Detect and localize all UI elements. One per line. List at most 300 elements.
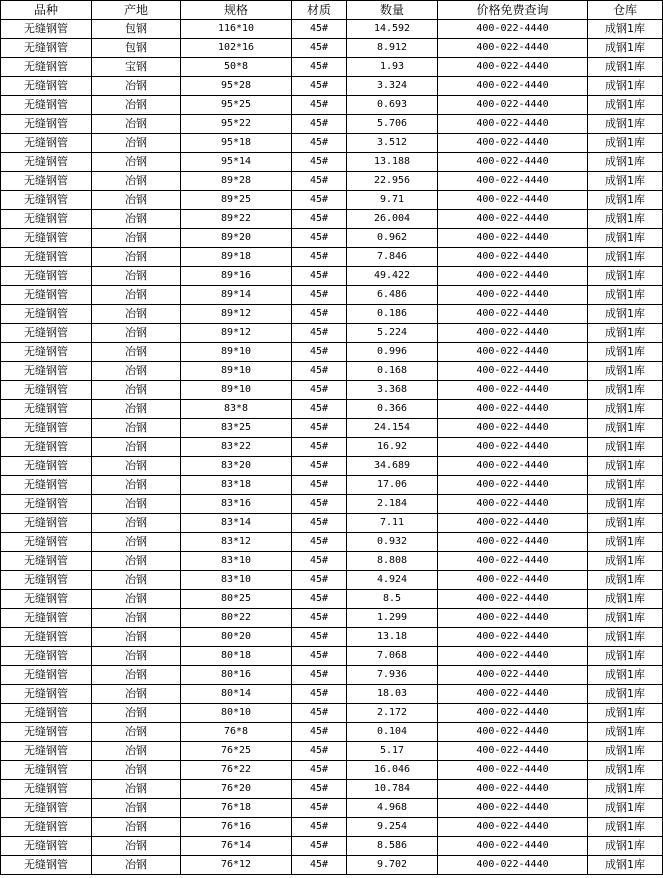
cell-origin: 冶钢 bbox=[92, 400, 181, 419]
cell-origin: 冶钢 bbox=[92, 780, 181, 799]
cell-quantity: 2.184 bbox=[347, 495, 438, 514]
cell-quantity: 5.17 bbox=[347, 742, 438, 761]
cell-origin: 冶钢 bbox=[92, 343, 181, 362]
table-row bbox=[1, 856, 663, 875]
cell-spec: 89*14 bbox=[181, 286, 292, 305]
cell-material: 45# bbox=[292, 799, 347, 818]
cell-spec: 89*16 bbox=[181, 267, 292, 286]
table-row bbox=[1, 742, 663, 761]
table-row bbox=[1, 286, 663, 305]
cell-warehouse: 成钢1库 bbox=[588, 457, 663, 476]
cell-material: 45# bbox=[292, 229, 347, 248]
cell-product: 无缝钢管 bbox=[1, 286, 92, 305]
cell-product: 无缝钢管 bbox=[1, 172, 92, 191]
table-row bbox=[1, 172, 663, 191]
cell-product: 无缝钢管 bbox=[1, 248, 92, 267]
cell-warehouse: 成钢1库 bbox=[588, 666, 663, 685]
table-row bbox=[1, 20, 663, 39]
cell-material: 45# bbox=[292, 58, 347, 77]
table-row bbox=[1, 533, 663, 552]
cell-price-phone: 400-022-4440 bbox=[438, 77, 588, 96]
cell-material: 45# bbox=[292, 647, 347, 666]
cell-product: 无缝钢管 bbox=[1, 723, 92, 742]
cell-price-phone: 400-022-4440 bbox=[438, 153, 588, 172]
table-row bbox=[1, 818, 663, 837]
table-row bbox=[1, 58, 663, 77]
cell-warehouse: 成钢1库 bbox=[588, 628, 663, 647]
cell-warehouse: 成钢1库 bbox=[588, 305, 663, 324]
table-row bbox=[1, 685, 663, 704]
cell-price-phone: 400-022-4440 bbox=[438, 343, 588, 362]
cell-product: 无缝钢管 bbox=[1, 362, 92, 381]
cell-material: 45# bbox=[292, 552, 347, 571]
cell-price-phone: 400-022-4440 bbox=[438, 96, 588, 115]
cell-product: 无缝钢管 bbox=[1, 419, 92, 438]
table-body bbox=[1, 20, 663, 875]
cell-product: 无缝钢管 bbox=[1, 400, 92, 419]
cell-origin: 冶钢 bbox=[92, 362, 181, 381]
cell-warehouse: 成钢1库 bbox=[588, 362, 663, 381]
cell-product: 无缝钢管 bbox=[1, 457, 92, 476]
cell-warehouse: 成钢1库 bbox=[588, 343, 663, 362]
cell-quantity: 7.11 bbox=[347, 514, 438, 533]
table-row bbox=[1, 419, 663, 438]
cell-warehouse: 成钢1库 bbox=[588, 552, 663, 571]
cell-spec: 80*16 bbox=[181, 666, 292, 685]
cell-quantity: 1.299 bbox=[347, 609, 438, 628]
cell-warehouse: 成钢1库 bbox=[588, 96, 663, 115]
cell-quantity: 4.924 bbox=[347, 571, 438, 590]
cell-spec: 76*12 bbox=[181, 856, 292, 875]
cell-spec: 80*10 bbox=[181, 704, 292, 723]
cell-quantity: 26.004 bbox=[347, 210, 438, 229]
cell-spec: 80*25 bbox=[181, 590, 292, 609]
cell-price-phone: 400-022-4440 bbox=[438, 514, 588, 533]
cell-spec: 76*18 bbox=[181, 799, 292, 818]
cell-warehouse: 成钢1库 bbox=[588, 609, 663, 628]
cell-spec: 80*18 bbox=[181, 647, 292, 666]
cell-quantity: 8.808 bbox=[347, 552, 438, 571]
cell-origin: 冶钢 bbox=[92, 571, 181, 590]
cell-spec: 89*28 bbox=[181, 172, 292, 191]
cell-price-phone: 400-022-4440 bbox=[438, 400, 588, 419]
cell-material: 45# bbox=[292, 742, 347, 761]
cell-origin: 冶钢 bbox=[92, 818, 181, 837]
table-row bbox=[1, 609, 663, 628]
cell-price-phone: 400-022-4440 bbox=[438, 609, 588, 628]
cell-price-phone: 400-022-4440 bbox=[438, 286, 588, 305]
cell-product: 无缝钢管 bbox=[1, 305, 92, 324]
cell-material: 45# bbox=[292, 305, 347, 324]
cell-warehouse: 成钢1库 bbox=[588, 742, 663, 761]
cell-spec: 80*14 bbox=[181, 685, 292, 704]
cell-origin: 冶钢 bbox=[92, 647, 181, 666]
cell-origin: 冶钢 bbox=[92, 704, 181, 723]
cell-price-phone: 400-022-4440 bbox=[438, 780, 588, 799]
cell-spec: 89*10 bbox=[181, 362, 292, 381]
cell-product: 无缝钢管 bbox=[1, 20, 92, 39]
cell-product: 无缝钢管 bbox=[1, 115, 92, 134]
cell-warehouse: 成钢1库 bbox=[588, 381, 663, 400]
cell-product: 无缝钢管 bbox=[1, 704, 92, 723]
cell-material: 45# bbox=[292, 818, 347, 837]
cell-product: 无缝钢管 bbox=[1, 685, 92, 704]
cell-price-phone: 400-022-4440 bbox=[438, 58, 588, 77]
cell-spec: 89*18 bbox=[181, 248, 292, 267]
cell-origin: 冶钢 bbox=[92, 210, 181, 229]
cell-warehouse: 成钢1库 bbox=[588, 685, 663, 704]
cell-product: 无缝钢管 bbox=[1, 628, 92, 647]
cell-origin: 冶钢 bbox=[92, 96, 181, 115]
table-row bbox=[1, 799, 663, 818]
cell-spec: 83*18 bbox=[181, 476, 292, 495]
header-material: 材质 bbox=[292, 1, 347, 20]
cell-warehouse: 成钢1库 bbox=[588, 267, 663, 286]
cell-warehouse: 成钢1库 bbox=[588, 191, 663, 210]
table-row bbox=[1, 476, 663, 495]
cell-spec: 76*20 bbox=[181, 780, 292, 799]
cell-warehouse: 成钢1库 bbox=[588, 590, 663, 609]
cell-origin: 冶钢 bbox=[92, 533, 181, 552]
cell-price-phone: 400-022-4440 bbox=[438, 248, 588, 267]
cell-spec: 89*20 bbox=[181, 229, 292, 248]
cell-product: 无缝钢管 bbox=[1, 381, 92, 400]
table-row bbox=[1, 495, 663, 514]
table-row bbox=[1, 514, 663, 533]
cell-warehouse: 成钢1库 bbox=[588, 115, 663, 134]
cell-warehouse: 成钢1库 bbox=[588, 58, 663, 77]
table-header-row bbox=[1, 1, 663, 20]
header-warehouse: 仓库 bbox=[588, 1, 663, 20]
cell-warehouse: 成钢1库 bbox=[588, 647, 663, 666]
cell-price-phone: 400-022-4440 bbox=[438, 267, 588, 286]
cell-warehouse: 成钢1库 bbox=[588, 761, 663, 780]
cell-spec: 95*28 bbox=[181, 77, 292, 96]
cell-spec: 83*22 bbox=[181, 438, 292, 457]
cell-origin: 冶钢 bbox=[92, 115, 181, 134]
cell-product: 无缝钢管 bbox=[1, 343, 92, 362]
cell-product: 无缝钢管 bbox=[1, 514, 92, 533]
cell-quantity: 0.962 bbox=[347, 229, 438, 248]
cell-material: 45# bbox=[292, 609, 347, 628]
table-row bbox=[1, 647, 663, 666]
cell-material: 45# bbox=[292, 96, 347, 115]
cell-material: 45# bbox=[292, 419, 347, 438]
cell-spec: 83*10 bbox=[181, 552, 292, 571]
cell-product: 无缝钢管 bbox=[1, 324, 92, 343]
cell-quantity: 8.586 bbox=[347, 837, 438, 856]
cell-quantity: 0.186 bbox=[347, 305, 438, 324]
table-row bbox=[1, 77, 663, 96]
cell-quantity: 2.172 bbox=[347, 704, 438, 723]
table-row bbox=[1, 343, 663, 362]
cell-origin: 冶钢 bbox=[92, 457, 181, 476]
cell-product: 无缝钢管 bbox=[1, 39, 92, 58]
table-row bbox=[1, 400, 663, 419]
cell-product: 无缝钢管 bbox=[1, 476, 92, 495]
cell-spec: 89*12 bbox=[181, 305, 292, 324]
table-row bbox=[1, 837, 663, 856]
cell-material: 45# bbox=[292, 685, 347, 704]
cell-product: 无缝钢管 bbox=[1, 799, 92, 818]
cell-quantity: 7.846 bbox=[347, 248, 438, 267]
cell-quantity: 9.702 bbox=[347, 856, 438, 875]
cell-quantity: 9.254 bbox=[347, 818, 438, 837]
cell-warehouse: 成钢1库 bbox=[588, 818, 663, 837]
cell-product: 无缝钢管 bbox=[1, 153, 92, 172]
cell-origin: 冶钢 bbox=[92, 286, 181, 305]
table-row bbox=[1, 571, 663, 590]
cell-spec: 83*8 bbox=[181, 400, 292, 419]
cell-product: 无缝钢管 bbox=[1, 742, 92, 761]
cell-price-phone: 400-022-4440 bbox=[438, 115, 588, 134]
cell-origin: 包钢 bbox=[92, 39, 181, 58]
cell-product: 无缝钢管 bbox=[1, 229, 92, 248]
cell-origin: 冶钢 bbox=[92, 248, 181, 267]
cell-spec: 89*22 bbox=[181, 210, 292, 229]
cell-origin: 冶钢 bbox=[92, 419, 181, 438]
cell-warehouse: 成钢1库 bbox=[588, 780, 663, 799]
cell-origin: 宝钢 bbox=[92, 58, 181, 77]
cell-material: 45# bbox=[292, 571, 347, 590]
cell-quantity: 6.486 bbox=[347, 286, 438, 305]
cell-origin: 冶钢 bbox=[92, 761, 181, 780]
cell-origin: 冶钢 bbox=[92, 134, 181, 153]
cell-origin: 冶钢 bbox=[92, 552, 181, 571]
cell-spec: 102*16 bbox=[181, 39, 292, 58]
table-row bbox=[1, 115, 663, 134]
cell-warehouse: 成钢1库 bbox=[588, 286, 663, 305]
cell-material: 45# bbox=[292, 39, 347, 58]
cell-spec: 89*10 bbox=[181, 343, 292, 362]
cell-warehouse: 成钢1库 bbox=[588, 210, 663, 229]
cell-quantity: 0.366 bbox=[347, 400, 438, 419]
cell-product: 无缝钢管 bbox=[1, 609, 92, 628]
cell-warehouse: 成钢1库 bbox=[588, 856, 663, 875]
cell-price-phone: 400-022-4440 bbox=[438, 305, 588, 324]
cell-origin: 冶钢 bbox=[92, 837, 181, 856]
cell-material: 45# bbox=[292, 172, 347, 191]
cell-warehouse: 成钢1库 bbox=[588, 533, 663, 552]
table-row bbox=[1, 229, 663, 248]
cell-material: 45# bbox=[292, 77, 347, 96]
cell-origin: 冶钢 bbox=[92, 381, 181, 400]
cell-spec: 50*8 bbox=[181, 58, 292, 77]
cell-spec: 83*25 bbox=[181, 419, 292, 438]
cell-product: 无缝钢管 bbox=[1, 590, 92, 609]
cell-origin: 冶钢 bbox=[92, 609, 181, 628]
cell-spec: 89*10 bbox=[181, 381, 292, 400]
cell-quantity: 0.693 bbox=[347, 96, 438, 115]
table-row bbox=[1, 362, 663, 381]
cell-spec: 76*16 bbox=[181, 818, 292, 837]
cell-origin: 冶钢 bbox=[92, 685, 181, 704]
table-row bbox=[1, 210, 663, 229]
cell-price-phone: 400-022-4440 bbox=[438, 438, 588, 457]
cell-price-phone: 400-022-4440 bbox=[438, 419, 588, 438]
cell-product: 无缝钢管 bbox=[1, 856, 92, 875]
cell-quantity: 0.104 bbox=[347, 723, 438, 742]
cell-origin: 冶钢 bbox=[92, 267, 181, 286]
cell-quantity: 16.92 bbox=[347, 438, 438, 457]
cell-material: 45# bbox=[292, 495, 347, 514]
table-row bbox=[1, 153, 663, 172]
cell-warehouse: 成钢1库 bbox=[588, 400, 663, 419]
cell-material: 45# bbox=[292, 381, 347, 400]
cell-quantity: 8.5 bbox=[347, 590, 438, 609]
cell-material: 45# bbox=[292, 780, 347, 799]
cell-material: 45# bbox=[292, 476, 347, 495]
cell-quantity: 14.592 bbox=[347, 20, 438, 39]
cell-price-phone: 400-022-4440 bbox=[438, 628, 588, 647]
cell-warehouse: 成钢1库 bbox=[588, 20, 663, 39]
cell-product: 无缝钢管 bbox=[1, 191, 92, 210]
cell-product: 无缝钢管 bbox=[1, 267, 92, 286]
table-row bbox=[1, 191, 663, 210]
cell-price-phone: 400-022-4440 bbox=[438, 533, 588, 552]
cell-price-phone: 400-022-4440 bbox=[438, 837, 588, 856]
cell-material: 45# bbox=[292, 400, 347, 419]
cell-quantity: 8.912 bbox=[347, 39, 438, 58]
cell-spec: 76*14 bbox=[181, 837, 292, 856]
cell-material: 45# bbox=[292, 134, 347, 153]
cell-quantity: 4.968 bbox=[347, 799, 438, 818]
cell-quantity: 5.706 bbox=[347, 115, 438, 134]
table-row bbox=[1, 723, 663, 742]
header-origin: 产地 bbox=[92, 1, 181, 20]
cell-price-phone: 400-022-4440 bbox=[438, 324, 588, 343]
cell-product: 无缝钢管 bbox=[1, 780, 92, 799]
cell-warehouse: 成钢1库 bbox=[588, 248, 663, 267]
cell-price-phone: 400-022-4440 bbox=[438, 647, 588, 666]
cell-origin: 包钢 bbox=[92, 20, 181, 39]
cell-quantity: 0.168 bbox=[347, 362, 438, 381]
table-row bbox=[1, 780, 663, 799]
cell-warehouse: 成钢1库 bbox=[588, 419, 663, 438]
table-row bbox=[1, 96, 663, 115]
header-quantity: 数量 bbox=[347, 1, 438, 20]
cell-price-phone: 400-022-4440 bbox=[438, 39, 588, 58]
cell-material: 45# bbox=[292, 856, 347, 875]
cell-price-phone: 400-022-4440 bbox=[438, 191, 588, 210]
cell-material: 45# bbox=[292, 590, 347, 609]
cell-origin: 冶钢 bbox=[92, 438, 181, 457]
table-row bbox=[1, 267, 663, 286]
cell-origin: 冶钢 bbox=[92, 324, 181, 343]
cell-material: 45# bbox=[292, 723, 347, 742]
cell-quantity: 7.936 bbox=[347, 666, 438, 685]
cell-origin: 冶钢 bbox=[92, 742, 181, 761]
cell-product: 无缝钢管 bbox=[1, 77, 92, 96]
header-spec: 规格 bbox=[181, 1, 292, 20]
cell-origin: 冶钢 bbox=[92, 856, 181, 875]
cell-spec: 95*18 bbox=[181, 134, 292, 153]
table-row bbox=[1, 457, 663, 476]
cell-price-phone: 400-022-4440 bbox=[438, 210, 588, 229]
cell-spec: 83*10 bbox=[181, 571, 292, 590]
table-row bbox=[1, 590, 663, 609]
cell-material: 45# bbox=[292, 115, 347, 134]
cell-price-phone: 400-022-4440 bbox=[438, 742, 588, 761]
cell-product: 无缝钢管 bbox=[1, 818, 92, 837]
cell-product: 无缝钢管 bbox=[1, 647, 92, 666]
cell-product: 无缝钢管 bbox=[1, 210, 92, 229]
cell-spec: 95*14 bbox=[181, 153, 292, 172]
cell-product: 无缝钢管 bbox=[1, 58, 92, 77]
cell-material: 45# bbox=[292, 20, 347, 39]
cell-origin: 冶钢 bbox=[92, 628, 181, 647]
cell-quantity: 1.93 bbox=[347, 58, 438, 77]
cell-warehouse: 成钢1库 bbox=[588, 39, 663, 58]
cell-quantity: 18.03 bbox=[347, 685, 438, 704]
cell-material: 45# bbox=[292, 704, 347, 723]
cell-quantity: 34.689 bbox=[347, 457, 438, 476]
cell-warehouse: 成钢1库 bbox=[588, 837, 663, 856]
cell-quantity: 3.368 bbox=[347, 381, 438, 400]
cell-origin: 冶钢 bbox=[92, 590, 181, 609]
cell-warehouse: 成钢1库 bbox=[588, 77, 663, 96]
cell-spec: 76*25 bbox=[181, 742, 292, 761]
cell-price-phone: 400-022-4440 bbox=[438, 20, 588, 39]
cell-warehouse: 成钢1库 bbox=[588, 723, 663, 742]
cell-quantity: 9.71 bbox=[347, 191, 438, 210]
cell-quantity: 3.512 bbox=[347, 134, 438, 153]
cell-spec: 80*20 bbox=[181, 628, 292, 647]
cell-quantity: 10.784 bbox=[347, 780, 438, 799]
cell-material: 45# bbox=[292, 514, 347, 533]
cell-spec: 76*22 bbox=[181, 761, 292, 780]
table-row bbox=[1, 628, 663, 647]
cell-price-phone: 400-022-4440 bbox=[438, 571, 588, 590]
cell-product: 无缝钢管 bbox=[1, 552, 92, 571]
cell-origin: 冶钢 bbox=[92, 723, 181, 742]
cell-warehouse: 成钢1库 bbox=[588, 438, 663, 457]
cell-origin: 冶钢 bbox=[92, 153, 181, 172]
table-row bbox=[1, 666, 663, 685]
cell-price-phone: 400-022-4440 bbox=[438, 818, 588, 837]
table-row bbox=[1, 381, 663, 400]
cell-material: 45# bbox=[292, 153, 347, 172]
cell-quantity: 13.188 bbox=[347, 153, 438, 172]
cell-price-phone: 400-022-4440 bbox=[438, 457, 588, 476]
cell-price-phone: 400-022-4440 bbox=[438, 666, 588, 685]
cell-warehouse: 成钢1库 bbox=[588, 514, 663, 533]
cell-material: 45# bbox=[292, 210, 347, 229]
cell-quantity: 24.154 bbox=[347, 419, 438, 438]
cell-quantity: 17.06 bbox=[347, 476, 438, 495]
cell-material: 45# bbox=[292, 191, 347, 210]
cell-quantity: 13.18 bbox=[347, 628, 438, 647]
cell-price-phone: 400-022-4440 bbox=[438, 799, 588, 818]
cell-quantity: 7.068 bbox=[347, 647, 438, 666]
cell-product: 无缝钢管 bbox=[1, 438, 92, 457]
cell-price-phone: 400-022-4440 bbox=[438, 761, 588, 780]
cell-origin: 冶钢 bbox=[92, 476, 181, 495]
cell-material: 45# bbox=[292, 362, 347, 381]
cell-quantity: 0.932 bbox=[347, 533, 438, 552]
cell-spec: 83*14 bbox=[181, 514, 292, 533]
cell-origin: 冶钢 bbox=[92, 191, 181, 210]
cell-origin: 冶钢 bbox=[92, 495, 181, 514]
cell-price-phone: 400-022-4440 bbox=[438, 552, 588, 571]
cell-spec: 83*20 bbox=[181, 457, 292, 476]
cell-material: 45# bbox=[292, 438, 347, 457]
cell-material: 45# bbox=[292, 533, 347, 552]
cell-material: 45# bbox=[292, 837, 347, 856]
table-row bbox=[1, 552, 663, 571]
cell-warehouse: 成钢1库 bbox=[588, 495, 663, 514]
cell-quantity: 0.996 bbox=[347, 343, 438, 362]
